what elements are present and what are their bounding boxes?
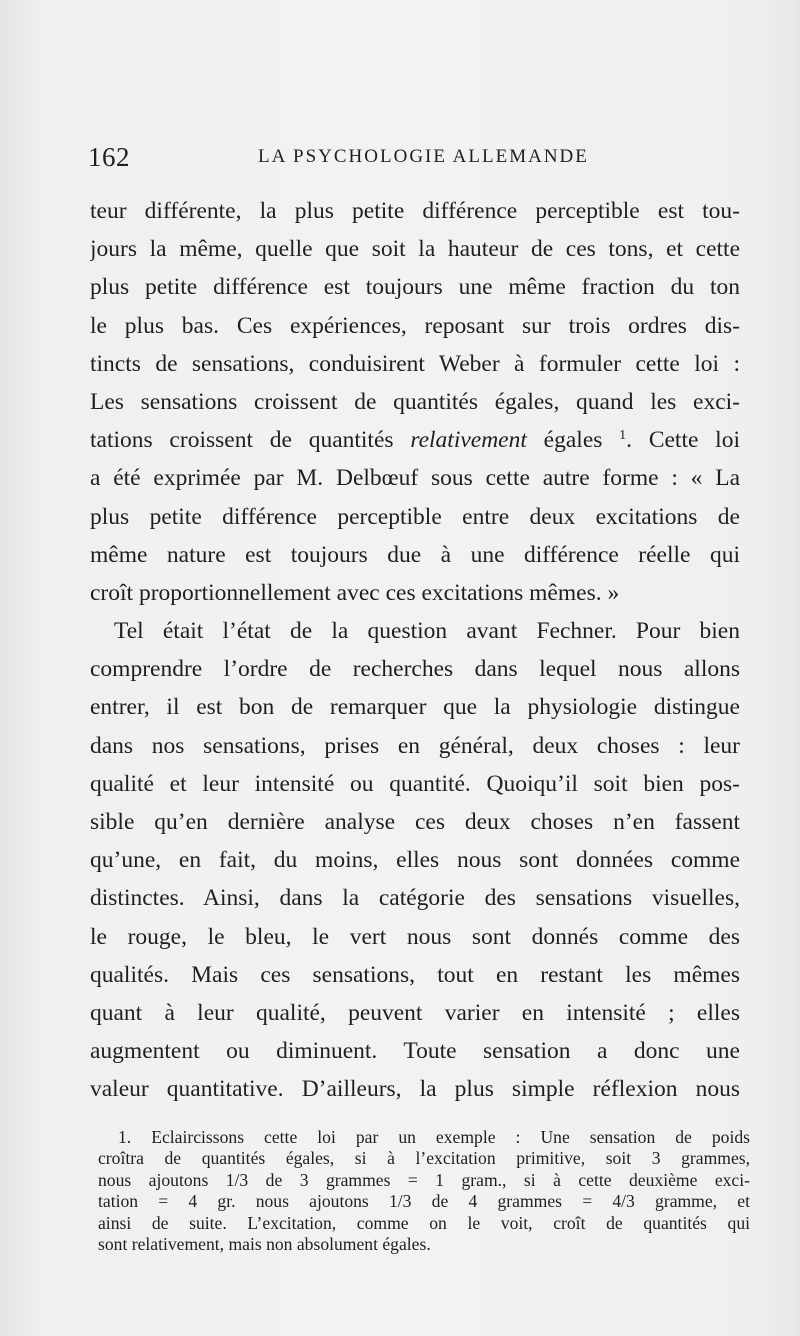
text-line: valeur quantitative. D’ailleurs, la plus simple réflexion nous — [90, 1076, 740, 1103]
text-line: a été exprimée par M. Delbœuf sous cette autre forme : « La — [90, 465, 740, 492]
italic-word: relativement — [410, 427, 527, 454]
text-segment: tations croissent de quantités — [90, 427, 411, 454]
text-line: plus petite différence est toujours une même fraction du ton — [90, 274, 740, 301]
text-line: Les sensations croissent de quantités égales, quand les exci- — [90, 388, 740, 415]
text-line: entrer, il est bon de remarquer que la physiologie distingue — [90, 694, 740, 721]
text-line: qualités. Mais ces sensations, tout en restant les mêmes — [90, 961, 740, 988]
text-line: dans nos sensations, prises en général, deux choses : leur — [90, 732, 740, 759]
text-line: croît proportionnellement avec ces excitations mêmes. » — [90, 579, 620, 606]
text-line: sible qu’en dernière analyse ces deux choses n’en fassent — [90, 809, 740, 835]
text-line: augmentent ou diminuent. Toute sensation a donc une — [90, 1038, 740, 1065]
footnote-line: 1. Eclaircissons cette loi par un exemple : Une sensation de poids — [118, 1127, 750, 1147]
text-line: quant à leur qualité, peuvent varier en intensité ; elles — [90, 999, 740, 1026]
footnote-line: croîtra de quantités égales, si à l’excitation primitive, soit 3 grammes, — [98, 1148, 750, 1169]
text-line: le plus bas. Ces expériences, reposant sur trois ordres dis- — [90, 312, 740, 339]
text-segment: égales — [526, 427, 620, 454]
text-line — [90, 421, 740, 459]
body-text — [90, 192, 740, 1109]
footnote — [98, 1127, 750, 1255]
text-line: même nature est toujours due à une différence réelle qui — [90, 541, 740, 568]
footnote-line: tation = 4 gr. nous ajoutons 1/3 de 4 grammes = 4/3 gramme, et — [98, 1191, 750, 1212]
footnote-line: ainsi de suite. L’excitation, comme on le voit, croît de quantités qui — [98, 1212, 750, 1233]
footnote-line: nous ajoutons 1/3 de 3 grammes = 1 gram., si à cette deuxième exci- — [98, 1169, 750, 1190]
footnote-marker: 1 — [619, 428, 627, 444]
text-segment: . Cette loi — [626, 427, 740, 454]
text-line: teur différente, la plus petite différence perceptible est tou- — [90, 198, 740, 224]
running-title: LA PSYCHOLOGIE ALLEMANDE — [258, 146, 589, 167]
page-header — [88, 142, 740, 178]
text-line: le rouge, le bleu, le vert nous sont donnés comme des — [90, 923, 740, 950]
text-line: qualité et leur intensité ou quantité. Quoiqu’il soit bien pos- — [90, 770, 740, 797]
footnote-line: sont relativement, mais non absolument égales. — [98, 1233, 431, 1254]
page-number: 162 — [88, 142, 130, 172]
text-line: plus petite différence perceptible entre deux excitations de — [90, 503, 740, 530]
text-line: jours la même, quelle que soit la hauteur de ces tons, et cette — [90, 236, 740, 263]
text-line: Tel était l’état de la question avant Fechner. Pour bien — [114, 618, 740, 645]
text-line: qu’une, en fait, du moins, elles nous sont données comme — [90, 847, 740, 874]
text-line: distinctes. Ainsi, dans la catégorie des sensations visuelles, — [90, 885, 740, 912]
text-line: comprendre l’ordre de recherches dans lequel nous allons — [90, 656, 740, 683]
text-line: tincts de sensations, conduisirent Weber à formuler cette loi : — [90, 350, 740, 377]
